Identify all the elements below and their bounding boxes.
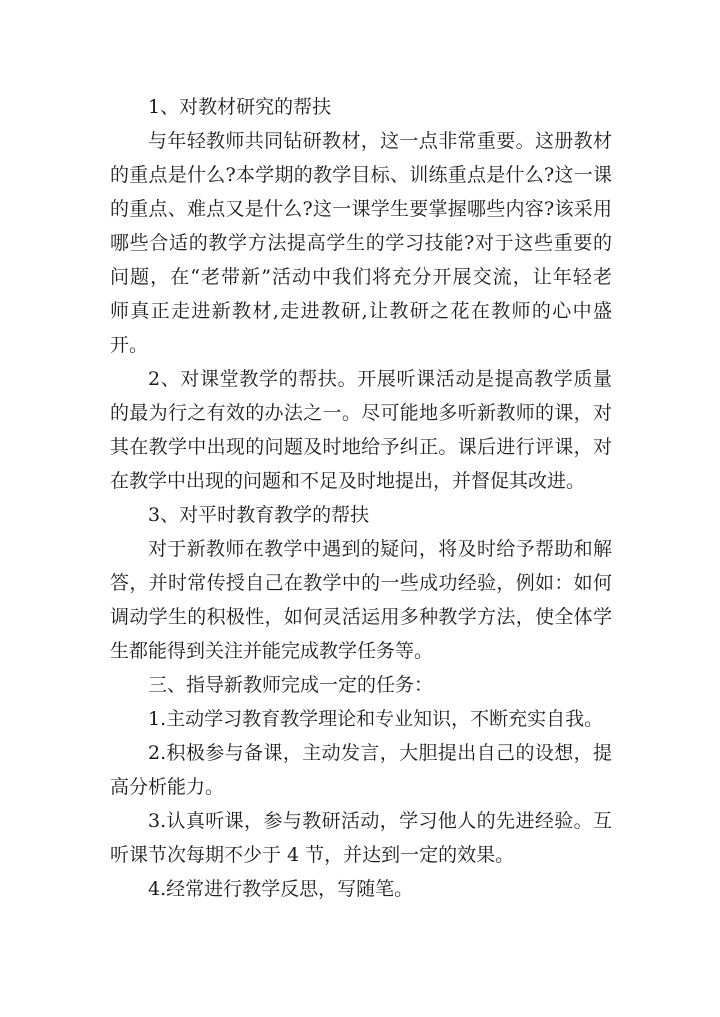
text-line: 师真正走进新教材,走进教研,让教研之花在教师的心中盛 — [110, 300, 612, 322]
list-item: 1.主动学习教育教学理论和专业知识，不断充实自我。 — [148, 708, 604, 730]
text-line: 听课节次每期不少于 4 节，并达到一定的效果。 — [110, 844, 515, 866]
heading-3: 3、对平时教育教学的帮扶 — [148, 504, 370, 526]
list-item: 3.认真听课，参与教研活动，学习他人的先进经验。互 — [148, 810, 612, 832]
text-line: 高分析能力。 — [110, 776, 225, 798]
text-line: 的重点是什么?本学期的教学目标、训练重点是什么?这一课 — [110, 164, 612, 186]
text-line: 的重点、难点又是什么?这一课学生要掌握哪些内容?该采用 — [110, 198, 612, 220]
list-item: 4.经常进行教学反思，写随笔。 — [148, 878, 414, 900]
section-heading: 三、指导新教师完成一定的任务： — [148, 674, 434, 696]
text-line: 答，并时常传授自己在教学中的一些成功经验，例如：如何 — [110, 572, 612, 594]
heading-1: 1、对教材研究的帮扶 — [148, 96, 332, 118]
text-line: 在教学中出现的问题和不足及时地提出，并督促其改进。 — [110, 470, 586, 492]
list-item: 2.积极参与备课，主动发言，大胆提出自己的设想，提 — [148, 742, 612, 764]
document-body — [110, 90, 612, 906]
text-line: 哪些合适的教学方法提高学生的学习技能?对于这些重要的 — [110, 232, 612, 254]
text-line: 调动学生的积极性，如何灵活运用多种教学方法，使全体学 — [110, 606, 612, 628]
text-line: 生都能得到关注并能完成教学任务等。 — [110, 640, 434, 662]
text-line: 开。 — [110, 334, 149, 356]
text-line: 对于新教师在教学中遇到的疑问，将及时给予帮助和解 — [148, 538, 612, 560]
text-line: 与年轻教师共同钻研教材，这一点非常重要。这册教材 — [148, 130, 612, 152]
heading-2: 2、对课堂教学的帮扶。开展听课活动是提高教学质量 — [148, 368, 612, 390]
text-line: 其在教学中出现的问题及时地给予纠正。课后进行评课，对 — [110, 436, 612, 458]
text-line: 的最为行之有效的办法之一。尽可能地多听新教师的课，对 — [110, 402, 612, 424]
text-line: 问题，在“老带新”活动中我们将充分开展交流，让年轻老 — [110, 266, 612, 288]
